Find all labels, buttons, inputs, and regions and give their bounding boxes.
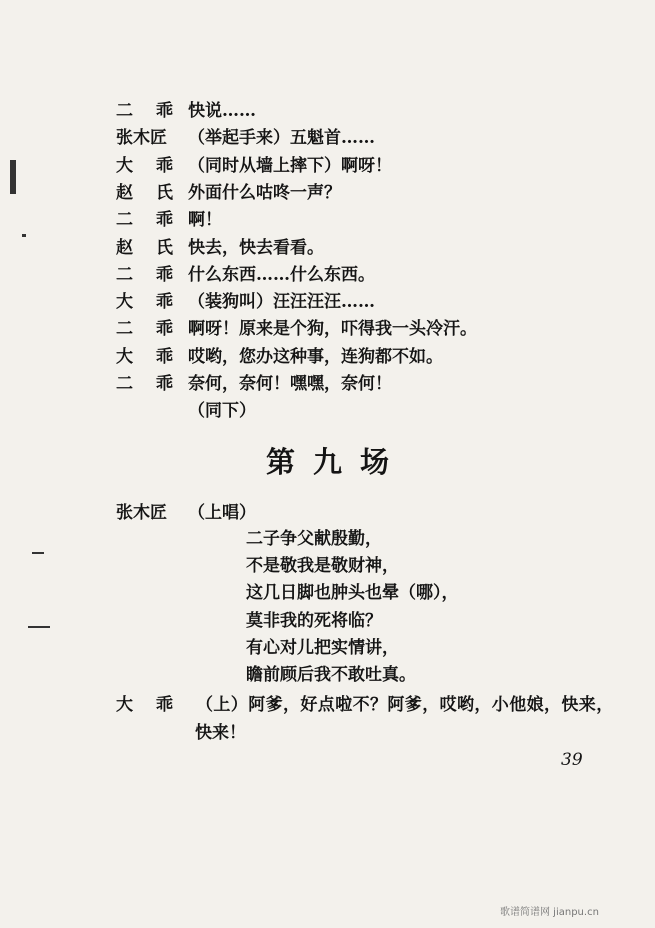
stage-direction: （上唱） [188,503,256,523]
speech-text: （举起手来）五魁首…… [188,128,375,149]
verse-line: 莫非我的死将临？ [246,610,382,631]
speaker-char: 乖 [156,155,173,176]
speaker-char: 乖 [156,210,173,231]
verse-line: 有心对儿把实情讲， [246,637,399,658]
speaker-char: 赵 [116,237,133,258]
speaker-char: 乖 [156,374,173,394]
speech-text: （同时从墙上摔下）啊呀！ [188,155,392,176]
scan-artifact [28,626,50,628]
speaker-char: 二 [116,101,133,121]
stage-direction: （同下） [188,401,256,422]
speaker-char: 乖 [156,346,173,367]
speaker-char: 乖 [156,695,173,715]
speech-text: （装狗叫）汪汪汪汪…… [188,292,375,313]
verse-line: 二子争父献殷勤， [246,529,382,549]
speech-text: 快说…… [188,101,256,121]
speech-text: 外面什么咕咚一声？ [188,182,341,203]
verse-line: 瞻前顾后我不敢吐真。 [246,665,416,685]
speaker-char: 乖 [156,292,173,313]
speaker-char: 赵 [116,182,133,203]
final-line-2 [195,720,246,746]
script-page: 二 乖 快说…… 张木匠 （举起手来）五魁首…… 大 乖 （同时从墙上摔下）啊呀！ 赵 氏 外面什么咕咚一声？ 二 乖 啊！ 赵 氏 快去，快去看看。 二 乖 什么东西……什么东西。 大 乖 （装狗叫）汪汪汪汪…… 二 乖 啊呀！原来是个狗，吓得我一头冷汗。 大 乖 哎哟，您办这种事，连狗都不如。 二 乖 奈何，奈何！嘿嘿，奈何！ （同下） 第九场 张木匠 （上唱） 二子争父献殷勤， 不是敬我是敬财神， 这几日脚也肿头也晕（哪）， 莫非我的死将临？ 有心对儿把实情讲， 瞻前顾后我不敢吐真。 大 乖 （上）阿爹，好点啦不？阿爹，哎哟，小他娘，快来， 快来！ 39 歌谱简谱网 jianpu.cn [0,0,655,928]
speaker-char: 氏 [156,182,173,203]
speech-text: 奈何，奈何！嘿嘿，奈何！ [188,374,392,394]
speaker-char: 张木匠 [116,128,167,149]
speaker-char: 大 [116,155,133,176]
scan-artifact [10,160,16,194]
speech-text: 啊！ [188,210,222,231]
speaker-char: 二 [116,319,133,340]
verse-line: 不是敬我是敬财神， [246,556,399,577]
speaker-char: 大 [116,695,133,715]
speech-text: 什么东西……什么东西。 [188,264,375,285]
page-number: 39 [561,750,583,770]
verse-line: 这几日脚也肿头也晕（哪）， [246,583,459,604]
scene-title: 第九场 [265,445,407,479]
speaker-char: 氏 [156,237,173,258]
speaker-char: 大 [116,346,133,367]
final-speech-continued: 快来！ [195,723,246,743]
speaker-char: 乖 [156,319,173,340]
speech-text: 快去，快去看看。 [188,237,324,258]
speaker-char: 二 [116,210,133,231]
speaker-char: 乖 [156,264,173,285]
speaker-char: 二 [116,264,133,285]
speaker-char: 二 [116,374,133,394]
scan-artifact [32,552,44,554]
final-speech: （上）阿爹，好点啦不？阿爹，哎哟，小他娘，快来， [196,695,614,715]
speaker-char: 乖 [156,101,173,121]
scan-artifact [22,234,26,237]
speech-text: 哎哟，您办这种事，连狗都不如。 [188,346,443,367]
speaker-char: 大 [116,292,133,313]
watermark: 歌谱简谱网 jianpu.cn [500,907,599,918]
speech-text: 啊呀！原来是个狗，吓得我一头冷汗。 [188,319,477,340]
